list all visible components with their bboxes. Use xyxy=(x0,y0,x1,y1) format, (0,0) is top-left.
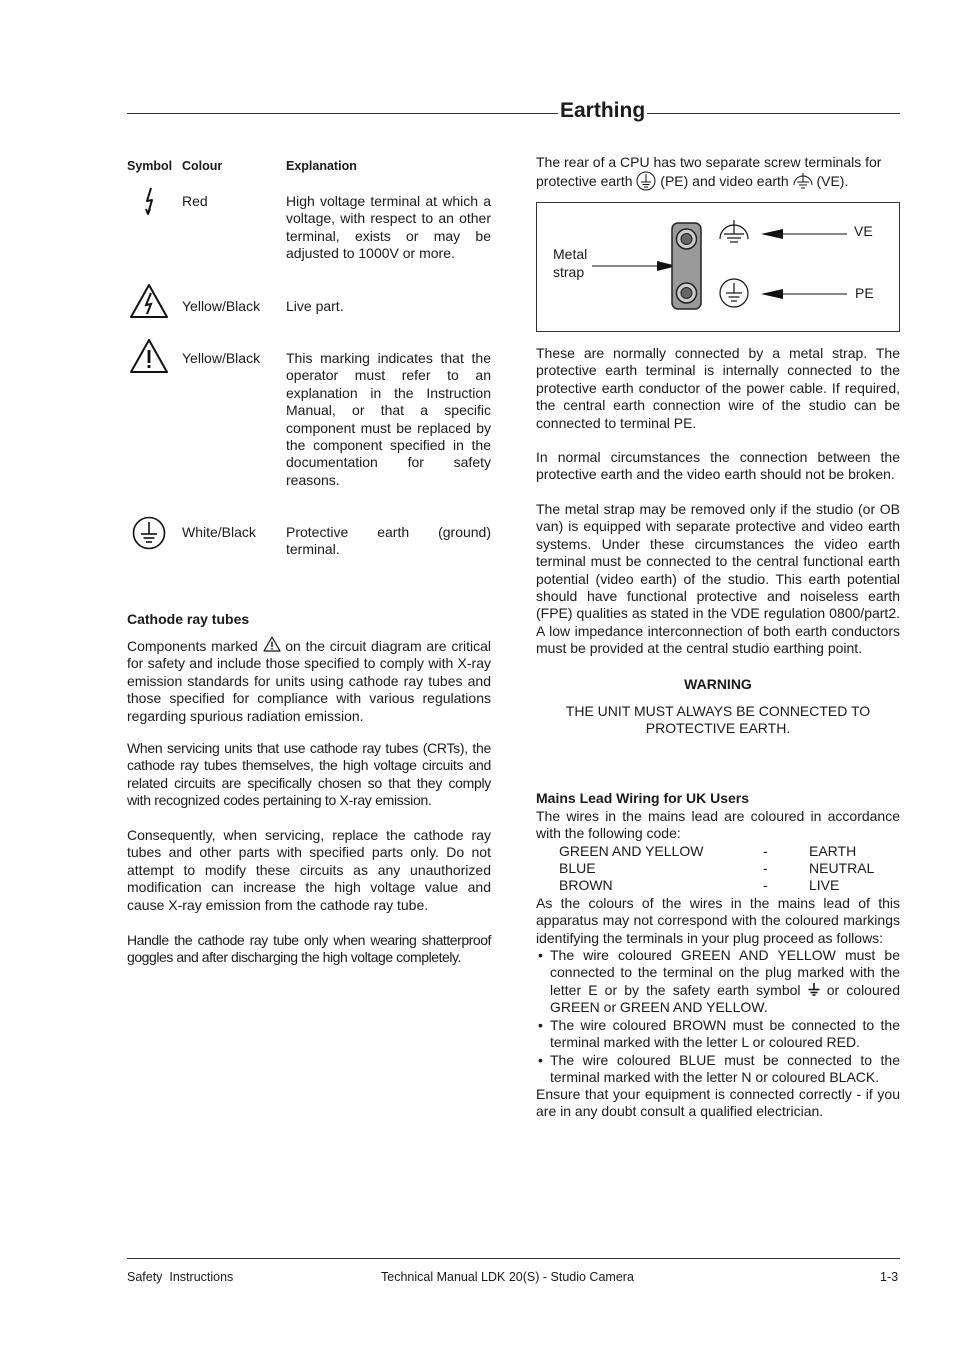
bullet-3 xyxy=(536,1052,900,1087)
triangle-lightning-icon xyxy=(129,283,169,319)
cathode-paragraph-3: Consequently, when servicing, replace the cathode ray tubes and other parts with specified parts only. Do not attempt to modify these circuits as any unauthorized modification can increase the high voltage value and cause X-ray emission from the cathode ray tube. xyxy=(127,827,491,913)
bullet-1-after: or coloured GREEN or GREEN AND YELLOW. xyxy=(550,981,900,1016)
code-dash-2: - xyxy=(763,860,768,876)
bullet-dot-3: • xyxy=(538,1052,543,1068)
earth-paragraph-2: In normal circumstances the connection between the protective earth and the video earth should not be broken. xyxy=(536,449,900,483)
video-earth-icon xyxy=(793,171,813,191)
code-meaning-1: EARTH xyxy=(809,843,857,859)
mains-intro: The wires in the mains lead are coloured in accordance with the following code: xyxy=(536,808,900,842)
row4-colour: White/Black xyxy=(182,524,256,540)
diagram-label-pe: PE xyxy=(855,285,874,301)
cathode-p1-before: Components marked xyxy=(127,638,258,654)
bullet-1 xyxy=(536,947,900,1017)
header-colour: Colour xyxy=(182,159,223,173)
mains-heading: Mains Lead Wiring for UK Users xyxy=(536,790,750,806)
video-earth-symbol xyxy=(720,220,748,242)
diagram-label-ve: VE xyxy=(854,223,873,239)
code-colour-3: BROWN xyxy=(559,877,613,893)
row3-explanation: This marking indicates that the operator must refer to an explanation in the Instruction Manual, or that a specific component must be replaced by the component specified in the documentation for safety reasons. xyxy=(286,350,491,488)
bullet-2 xyxy=(536,1017,900,1052)
footer-center: Technical Manual LDK 20(S) - Studio Camera xyxy=(381,1270,634,1284)
warning-line-2: PROTECTIVE EARTH. xyxy=(645,720,791,736)
lightning-bolt-icon xyxy=(142,187,158,217)
code-colour-2: BLUE xyxy=(559,860,596,876)
earth-paragraph-3: The metal strap may be removed only if the studio (or OB van) is equipped with separate protective and video earth systems. Under these circumstances the video earth terminal must be connected to the central functional earth potential (video earth) of the studio. This earth potential should have functional protective and noiseless earth (FPE) qualities as stated in the VDE regulation 0800/part2. A low impedance interconnection of both earth conductors must be provided at the central studio earthing point. xyxy=(536,501,900,657)
code-colour-1: GREEN AND YELLOW xyxy=(559,843,704,859)
mains-closing: Ensure that your equipment is connected correctly - if you are in any doubt consult a qualified electrician. xyxy=(536,1086,900,1120)
cathode-paragraph-1 xyxy=(127,636,491,725)
cathode-p1-after: on the circuit diagram are critical for safety and include those specified to comply with X-ray emission standards for units using cathode ray tubes and those specified for compliance with various regulations regarding spurious radiation emission. xyxy=(127,638,491,724)
mains-paragraph-2: As the colours of the wires in the mains lead of this apparatus may not correspond with the coloured markings identifying the terminals in your plug proceed as follows: xyxy=(536,895,900,946)
code-meaning-3: LIVE xyxy=(809,877,840,893)
bullet-2-text: The wire coloured BROWN must be connected to the terminal marked with the letter L or coloured RED. xyxy=(550,1017,900,1051)
row1-colour: Red xyxy=(182,193,208,209)
code-meaning-2: NEUTRAL xyxy=(809,860,875,876)
protective-earth-symbol xyxy=(720,279,748,307)
earth-intro-a: The rear of a CPU has two separate screw terminals for protective earth xyxy=(536,154,882,190)
header-explanation: Explanation xyxy=(286,159,357,173)
bullet-dot-1: • xyxy=(538,947,543,963)
header-symbol: Symbol xyxy=(127,159,173,173)
footer-rule xyxy=(127,1258,900,1259)
warning-title: WARNING xyxy=(684,676,752,692)
earth-intro-c: (VE). xyxy=(816,173,849,190)
cathode-paragraph-2: When servicing units that use cathode ray tubes (CRTs), the cathode ray tubes themselves, the high voltage circuits and related circuits are specifically chosen so that they comply with recognized codes pertaining to X-ray emission. xyxy=(127,740,491,809)
earth-terminal-diagram xyxy=(536,202,900,332)
code-dash-1: - xyxy=(763,843,768,859)
row2-explanation: Live part. xyxy=(286,298,344,314)
footer-page-number: 1-3 xyxy=(880,1270,899,1284)
earth-paragraph-1: These are normally connected by a metal strap. The protective earth terminal is internally connected to the protective earth conductor of the power cable. If required, the central earth connection wire of the studio can be connected to terminal PE. xyxy=(536,345,900,431)
code-dash-3: - xyxy=(763,877,768,893)
earth-intro xyxy=(536,154,900,191)
diagram-label-metal: Metal xyxy=(553,246,588,262)
warning-line-1: THE UNIT MUST ALWAYS BE CONNECTED TO xyxy=(565,703,871,719)
row1-explanation: High voltage terminal at which a voltage, with respect to an other terminal, exists or may be adjusted to 1000V or more. xyxy=(286,193,491,262)
safety-earth-symbol-icon xyxy=(808,982,820,996)
warning-triangle-icon xyxy=(263,636,281,652)
title-rule xyxy=(127,113,900,114)
cathode-heading: Cathode ray tubes xyxy=(127,611,250,627)
footer-left: Safety Instructions xyxy=(127,1270,234,1284)
row2-colour: Yellow/Black xyxy=(182,298,261,314)
row4-explanation: Protective earth (ground) terminal. xyxy=(286,524,491,558)
triangle-exclamation-icon xyxy=(129,338,169,374)
row3-colour: Yellow/Black xyxy=(182,350,261,366)
bullet-3-text: The wire coloured BLUE must be connected to the terminal marked with the letter N or coloured BLACK. xyxy=(550,1052,900,1086)
diagram-label-strap: strap xyxy=(553,264,585,280)
bullet-1-before: The wire coloured GREEN AND YELLOW must be connected to the terminal on the plug marked with the letter E or by the safety earth symbol xyxy=(550,947,900,998)
earth-intro-b: (PE) and video earth xyxy=(660,173,789,190)
protective-earth-icon xyxy=(636,171,656,191)
bullet-dot-2: • xyxy=(538,1017,543,1033)
circle-earth-icon xyxy=(132,516,166,550)
cathode-paragraph-4: Handle the cathode ray tube only when wearing shatterproof goggles and after discharging the high voltage completely. xyxy=(127,932,491,966)
page-title: Earthing xyxy=(558,96,647,126)
